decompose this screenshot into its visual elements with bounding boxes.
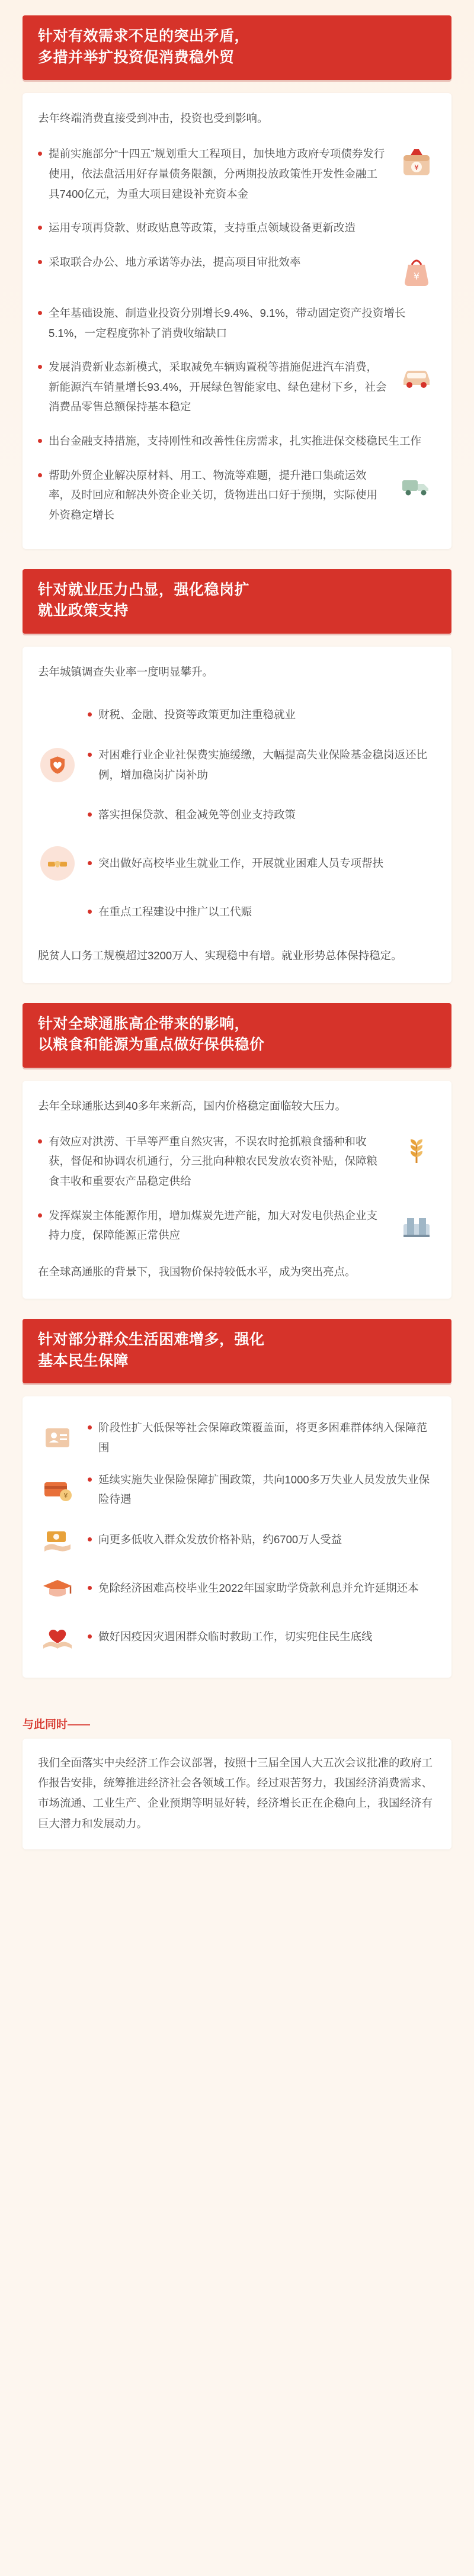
list-item [38, 1199, 436, 1252]
heading-line: 就业政策支持 [38, 602, 129, 619]
list-item [38, 1515, 436, 1564]
list-item [38, 1412, 436, 1463]
closing-label: 与此同时—— [23, 1718, 91, 1731]
coins-bag-icon [397, 144, 436, 181]
bullet-list [38, 137, 436, 532]
section-lead: 去年全球通胀达到40多年来新高，国内价格稳定面临较大压力。 [38, 1099, 347, 1112]
list-item [38, 211, 436, 245]
bullet-text: 出台金融支持措施，支持刚性和改善性住房需求，扎实推进保交楼稳民生工作 [38, 431, 436, 451]
car-icon [397, 357, 436, 394]
list-item [38, 839, 436, 888]
list-item [38, 137, 436, 211]
svg-text:¥: ¥ [413, 270, 420, 282]
section-lead: 去年终端消费直接受到冲击，投资也受到影响。 [38, 112, 268, 124]
bullet-text: 发挥煤炭主体能源作用，增加煤炭先进产能，加大对发电供热企业支持力度，保障能源正常供应 [38, 1206, 387, 1245]
list-item [38, 888, 436, 936]
list-item [38, 1464, 436, 1515]
section-heading [23, 15, 451, 80]
yuan-bag-icon [397, 252, 436, 289]
spacer-icon [38, 696, 77, 733]
section-card [23, 1081, 451, 1299]
bullet-text: 阶段性扩大低保等社会保障政策覆盖面，将更多困难群体纳入保障范围 [88, 1418, 436, 1457]
section-livelihood [0, 1303, 474, 1682]
bullet-text: 免除经济困难高校毕业生2022年国家助学贷款利息并允许延期还本 [88, 1578, 436, 1598]
people-card-icon [38, 1419, 77, 1456]
section-tail: 脱贫人口务工规模超过3200万人、实现稳中有增。就业形势总体保持稳定。 [38, 949, 402, 962]
list-item [38, 350, 436, 424]
list-item [38, 1564, 436, 1613]
bullet-text: 帮助外贸企业解决原材料、用工、物流等难题，提升港口集疏运效率，及时回应和解决外资企业关切，货物进出口好于预期，实际使用外资稳定增长 [38, 465, 387, 525]
section-lead: 去年城镇调查失业率一度明显攀升。 [38, 665, 214, 678]
heading-line: 针对部分群众生活困难增多，强化 [38, 1331, 265, 1348]
bullet-text: 全年基础设施、制造业投资分别增长9.4%、9.1%，带动固定资产投资增长5.1%，一定程度弥补了消费收缩缺口 [38, 303, 436, 343]
heading-line: 针对就业压力凸显，强化稳岗扩 [38, 581, 250, 598]
bullet-text: 发展消费新业态新模式，采取减免车辆购置税等措施促进汽车消费，新能源汽车销量增长93.4%，开展绿色智能家电、绿色建材下乡，社会消费品零售总额保持基本稳定 [38, 357, 387, 417]
closing-text: 我们全面落实中央经济工作会议部署，按照十三届全国人大五次会议批准的政府工作报告安排，统筹推进经济社会各领域工作。经过艰苦努力，我国经济消费需求、市场流通、工业生产、企业预期等明显好转，经济增长正在企稳向上，我国经济有巨大潜力和发展动力。 [38, 1756, 433, 1830]
bullet-text: 向更多低收入群众发放价格补贴，约6700万人受益 [88, 1530, 436, 1550]
bullet-text: 做好因疫因灾遇困群众临时救助工作，切实兜住民生底线 [88, 1627, 436, 1647]
heading-line: 针对有效需求不足的突出矛盾， [38, 28, 250, 44]
list-item [38, 1613, 436, 1661]
list-item [38, 1125, 436, 1199]
handshake-icon [38, 845, 77, 882]
bullet-text: 延续实施失业保险保障扩围政策，共向1000多万失业人员发放失业保险待遇 [88, 1470, 436, 1509]
section-employment [0, 554, 474, 988]
section-card [23, 647, 451, 983]
section-card [23, 93, 451, 549]
bullet-text: 在重点工程建设中推广以工代赈 [88, 902, 436, 922]
heading-line: 基本民生保障 [38, 1352, 129, 1369]
bullet-text: 有效应对洪涝、干旱等严重自然灾害，不误农时抢抓粮食播种和收获，督促和协调农机通行，分三批向种粮农民发放农资补贴，保障粮食丰收和重要农产品稳定供给 [38, 1132, 387, 1191]
bullet-text: 对困难行业企业社保费实施缓缴，大幅提高失业保险基金稳岗返还比例，增加稳岗扩岗补助 [88, 745, 436, 785]
list-item [38, 458, 436, 532]
section-heading [23, 569, 451, 634]
money-hand-icon [38, 1521, 77, 1558]
truck-icon [397, 465, 436, 502]
hands-heart-icon [38, 1618, 77, 1655]
section-tail: 在全球高通胀的背景下，我国物价保持较低水平，成为突出亮点。 [38, 1265, 356, 1278]
heading-line: 以粮食和能源为重点做好保供稳价 [38, 1036, 265, 1053]
bullet-text: 落实担保贷款、租金减免等创业支持政策 [88, 805, 436, 825]
heading-line: 多措并举扩投资促消费稳外贸 [38, 49, 235, 66]
svg-text:¥: ¥ [414, 163, 419, 172]
bullet-list [38, 1412, 436, 1661]
bullet-list [38, 690, 436, 936]
spacer-icon [38, 796, 77, 833]
section-heading [23, 1319, 451, 1383]
heading-line: 针对全球通胀高企带来的影响， [38, 1015, 250, 1032]
graduate-icon [38, 1570, 77, 1607]
bullet-text: 提前实施部分“十四五”规划重大工程项目，加快地方政府专项债券发行使用，依法盘活用好存量债务限额，分两期投放政策性开发性金融工具7400亿元，为重大项目建设补充资本金 [38, 144, 387, 204]
svg-text:¥: ¥ [63, 1492, 68, 1500]
list-item [38, 245, 436, 296]
spacer-icon [38, 894, 77, 930]
closing-card [23, 1739, 451, 1849]
closing-section [0, 1682, 474, 1854]
bullet-text: 突出做好高校毕业生就业工作，开展就业困难人员专项帮扶 [88, 853, 436, 873]
list-item [38, 424, 436, 458]
bullet-text: 采取联合办公、地方承诺等办法，提高项目审批效率 [38, 252, 387, 272]
section-card [23, 1396, 451, 1678]
list-item [38, 296, 436, 350]
wheat-icon [397, 1132, 436, 1168]
section-price-stability [0, 988, 474, 1304]
shield-heart-icon [38, 747, 77, 783]
section-foreign-trade [0, 0, 474, 554]
section-heading [23, 1003, 451, 1068]
list-item [38, 690, 436, 739]
list-item [38, 791, 436, 839]
bullet-text: 运用专项再贷款、财政贴息等政策，支持重点领域设备更新改造 [38, 218, 436, 238]
list-item [38, 739, 436, 791]
bullet-list [38, 1125, 436, 1252]
bullet-text: 财税、金融、投资等政策更加注重稳就业 [88, 705, 436, 725]
payment-icon [38, 1471, 77, 1508]
factory-icon [397, 1206, 436, 1242]
